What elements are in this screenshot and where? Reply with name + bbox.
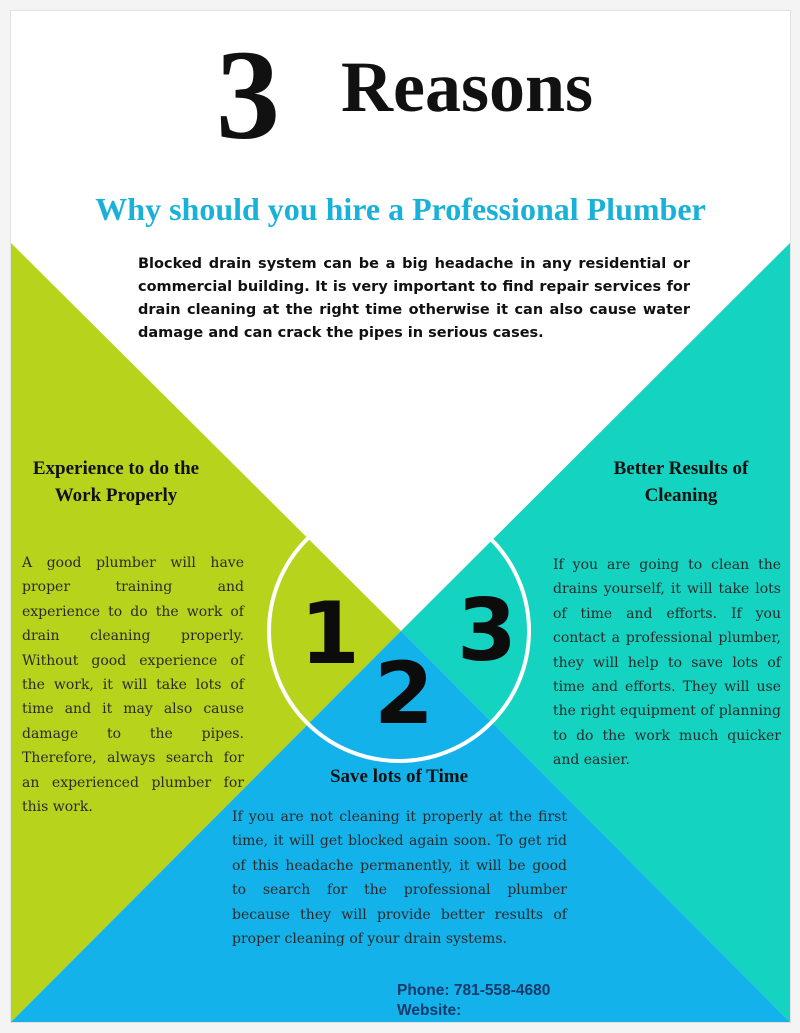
headline-number: 3	[216, 24, 280, 166]
reason-2-body: If you are not cleaning it properly at the first time, it will get blocked again soon. To get rid of this headache permanently, it will be good to search for the professional plumber because they will provide better results of proper cleaning of your drain systems.	[232, 809, 567, 948]
reason-3-body: If you are going to clean the drains yourself, it will take lots of time and efforts. If you contact a professional plumber, they will help to save lots of time and efforts. They will use the right equipment of planning to do the work much quicker and easier.	[553, 557, 781, 769]
reason-1-title	[11, 455, 221, 509]
number-2-label: 2	[374, 644, 434, 744]
number-1-label: 1	[300, 584, 360, 684]
reason-3-title	[586, 455, 776, 509]
reason-2-title	[299, 763, 499, 790]
contact-block	[397, 981, 550, 1021]
reason-3-title-line2: Cleaning	[644, 485, 718, 506]
contact-phone: Phone: 781-558-4680	[397, 982, 551, 999]
reason-1-body: A good plumber will have proper training and experience to do the work of drain cleaning properly. Without good experience of the work, it will take lots of time and it may also cause damage to the pipes. Therefore, always search for an experienced plumber for this work.	[22, 555, 244, 816]
number-3-label: 3	[457, 581, 517, 681]
headline-word: Reasons	[341, 47, 594, 127]
page-subtitle: Why should you hire a Professional Plumber	[95, 191, 706, 227]
reason-2-title-line1: Save lots of Time	[329, 766, 469, 787]
reason-1-title-line1: Experience to do the	[32, 458, 200, 479]
intro-paragraph: Blocked drain system can be a big headache in any residential or commercial building. It is very important to find repair services for drain cleaning at the right time otherwise it can also cause water damage and can crack the pipes in serious cases.	[138, 256, 690, 341]
flyer-page	[10, 10, 791, 1023]
contact-website: Website:	[397, 1002, 462, 1019]
reason-1-title-line2: Work Properly	[54, 485, 178, 506]
reason-3-title-line1: Better Results of	[613, 458, 749, 479]
